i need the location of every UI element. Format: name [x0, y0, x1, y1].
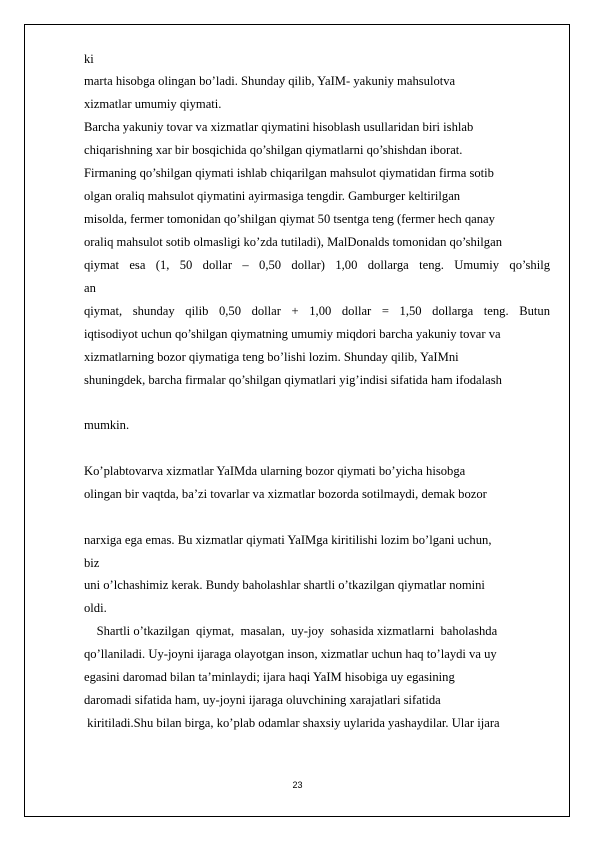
text-line: chiqarishning xar bir bosqichida qo’shilgan qiymatlarni qo’shishdan iborat. [84, 143, 463, 157]
text-line: xizmatlar umumiy qiymati. [84, 97, 222, 111]
text-line: qiymat esa (1, 50 dollar – 0,50 dollar) 1,00 dollarga teng. Umumiy qo’shilg [84, 258, 550, 272]
text-line: egasini daromad bilan ta’minlaydi; ijara haqi YaIM hisobiga uy egasining [84, 670, 455, 684]
text-line: qo’llaniladi. Uy-joyni ijaraga olayotgan inson, xizmatlar uchun haq to’laydi va uy [84, 647, 497, 661]
text-line: mumkin. [84, 418, 130, 432]
text-line: Ko’plabtovarva xizmatlar YaIMda ularning bozor qiymati bo’yicha hisobga [84, 464, 466, 478]
text-line: biz [84, 556, 100, 570]
text-line: ki [84, 52, 94, 66]
text-line: oraliq mahsulot sotib olmasligi ko’zda tutiladi), MalDonalds tomonidan qo’shilgan [84, 235, 502, 249]
text-line: kiritiladi.Shu bilan birga, ko’plab odamlar shaxsiy uylarida yashaydilar. Ular ijara [84, 716, 500, 730]
text-line: Barcha yakuniy tovar va xizmatlar qiymatini hisoblash usullaridan biri ishlab [84, 120, 474, 134]
text-line: daromadi sifatida ham, uy-joyni ijaraga oluvchining xarajatlari sifatida [84, 693, 441, 707]
text-line: Firmaning qo’shilgan qiymati ishlab chiqarilgan mahsulot qiymatidan firma sotib [84, 166, 494, 180]
text-line: uni o’lchashimiz kerak. Bundy baholashlar shartli o’tkazilgan qiymatlar nomini [84, 578, 485, 592]
text-line: an [84, 281, 96, 295]
text-line: olgan oraliq mahsulot qiymatini ayirmasiga tengdir. Gamburger keltirilgan [84, 189, 461, 203]
text-line: Shartli o’tkazilgan qiymat, masalan, uy-joy sohasida xizmatlarni baholashda [84, 624, 498, 638]
text-line: marta hisobga olingan bo’ladi. Shunday qilib, YaIM- yakuniy mahsulotva [84, 74, 456, 88]
text-line: xizmatlarning bozor qiymatiga teng bo’lishi lozim. Shunday qilib, YaIMni [84, 350, 459, 364]
page-number: 23 [292, 780, 303, 790]
text-line: misolda, fermer tomonidan qo’shilgan qiymat 50 tsentga teng (fermer hech qanay [84, 212, 495, 226]
text-line: shuningdek, barcha firmalar qo’shilgan qiymatlari yig’indisi sifatida ham ifodalash [84, 373, 502, 387]
text-line: narxiga ega emas. Bu xizmatlar qiymati YaIMga kiritilishi lozim bo’lgani uchun, [84, 533, 492, 547]
text-line: qiymat, shunday qilib 0,50 dollar + 1,00 dollar = 1,50 dollarga teng. Butun [84, 304, 550, 318]
text-line: olingan bir vaqtda, ba’zi tovarlar va xizmatlar bozorda sotilmaydi, demak bozor [84, 487, 487, 501]
text-line: iqtisodiyot uchun qo’shilgan qiymatning umumiy miqdori barcha yakuniy tovar va [84, 327, 501, 341]
text-line: oldi. [84, 601, 107, 615]
